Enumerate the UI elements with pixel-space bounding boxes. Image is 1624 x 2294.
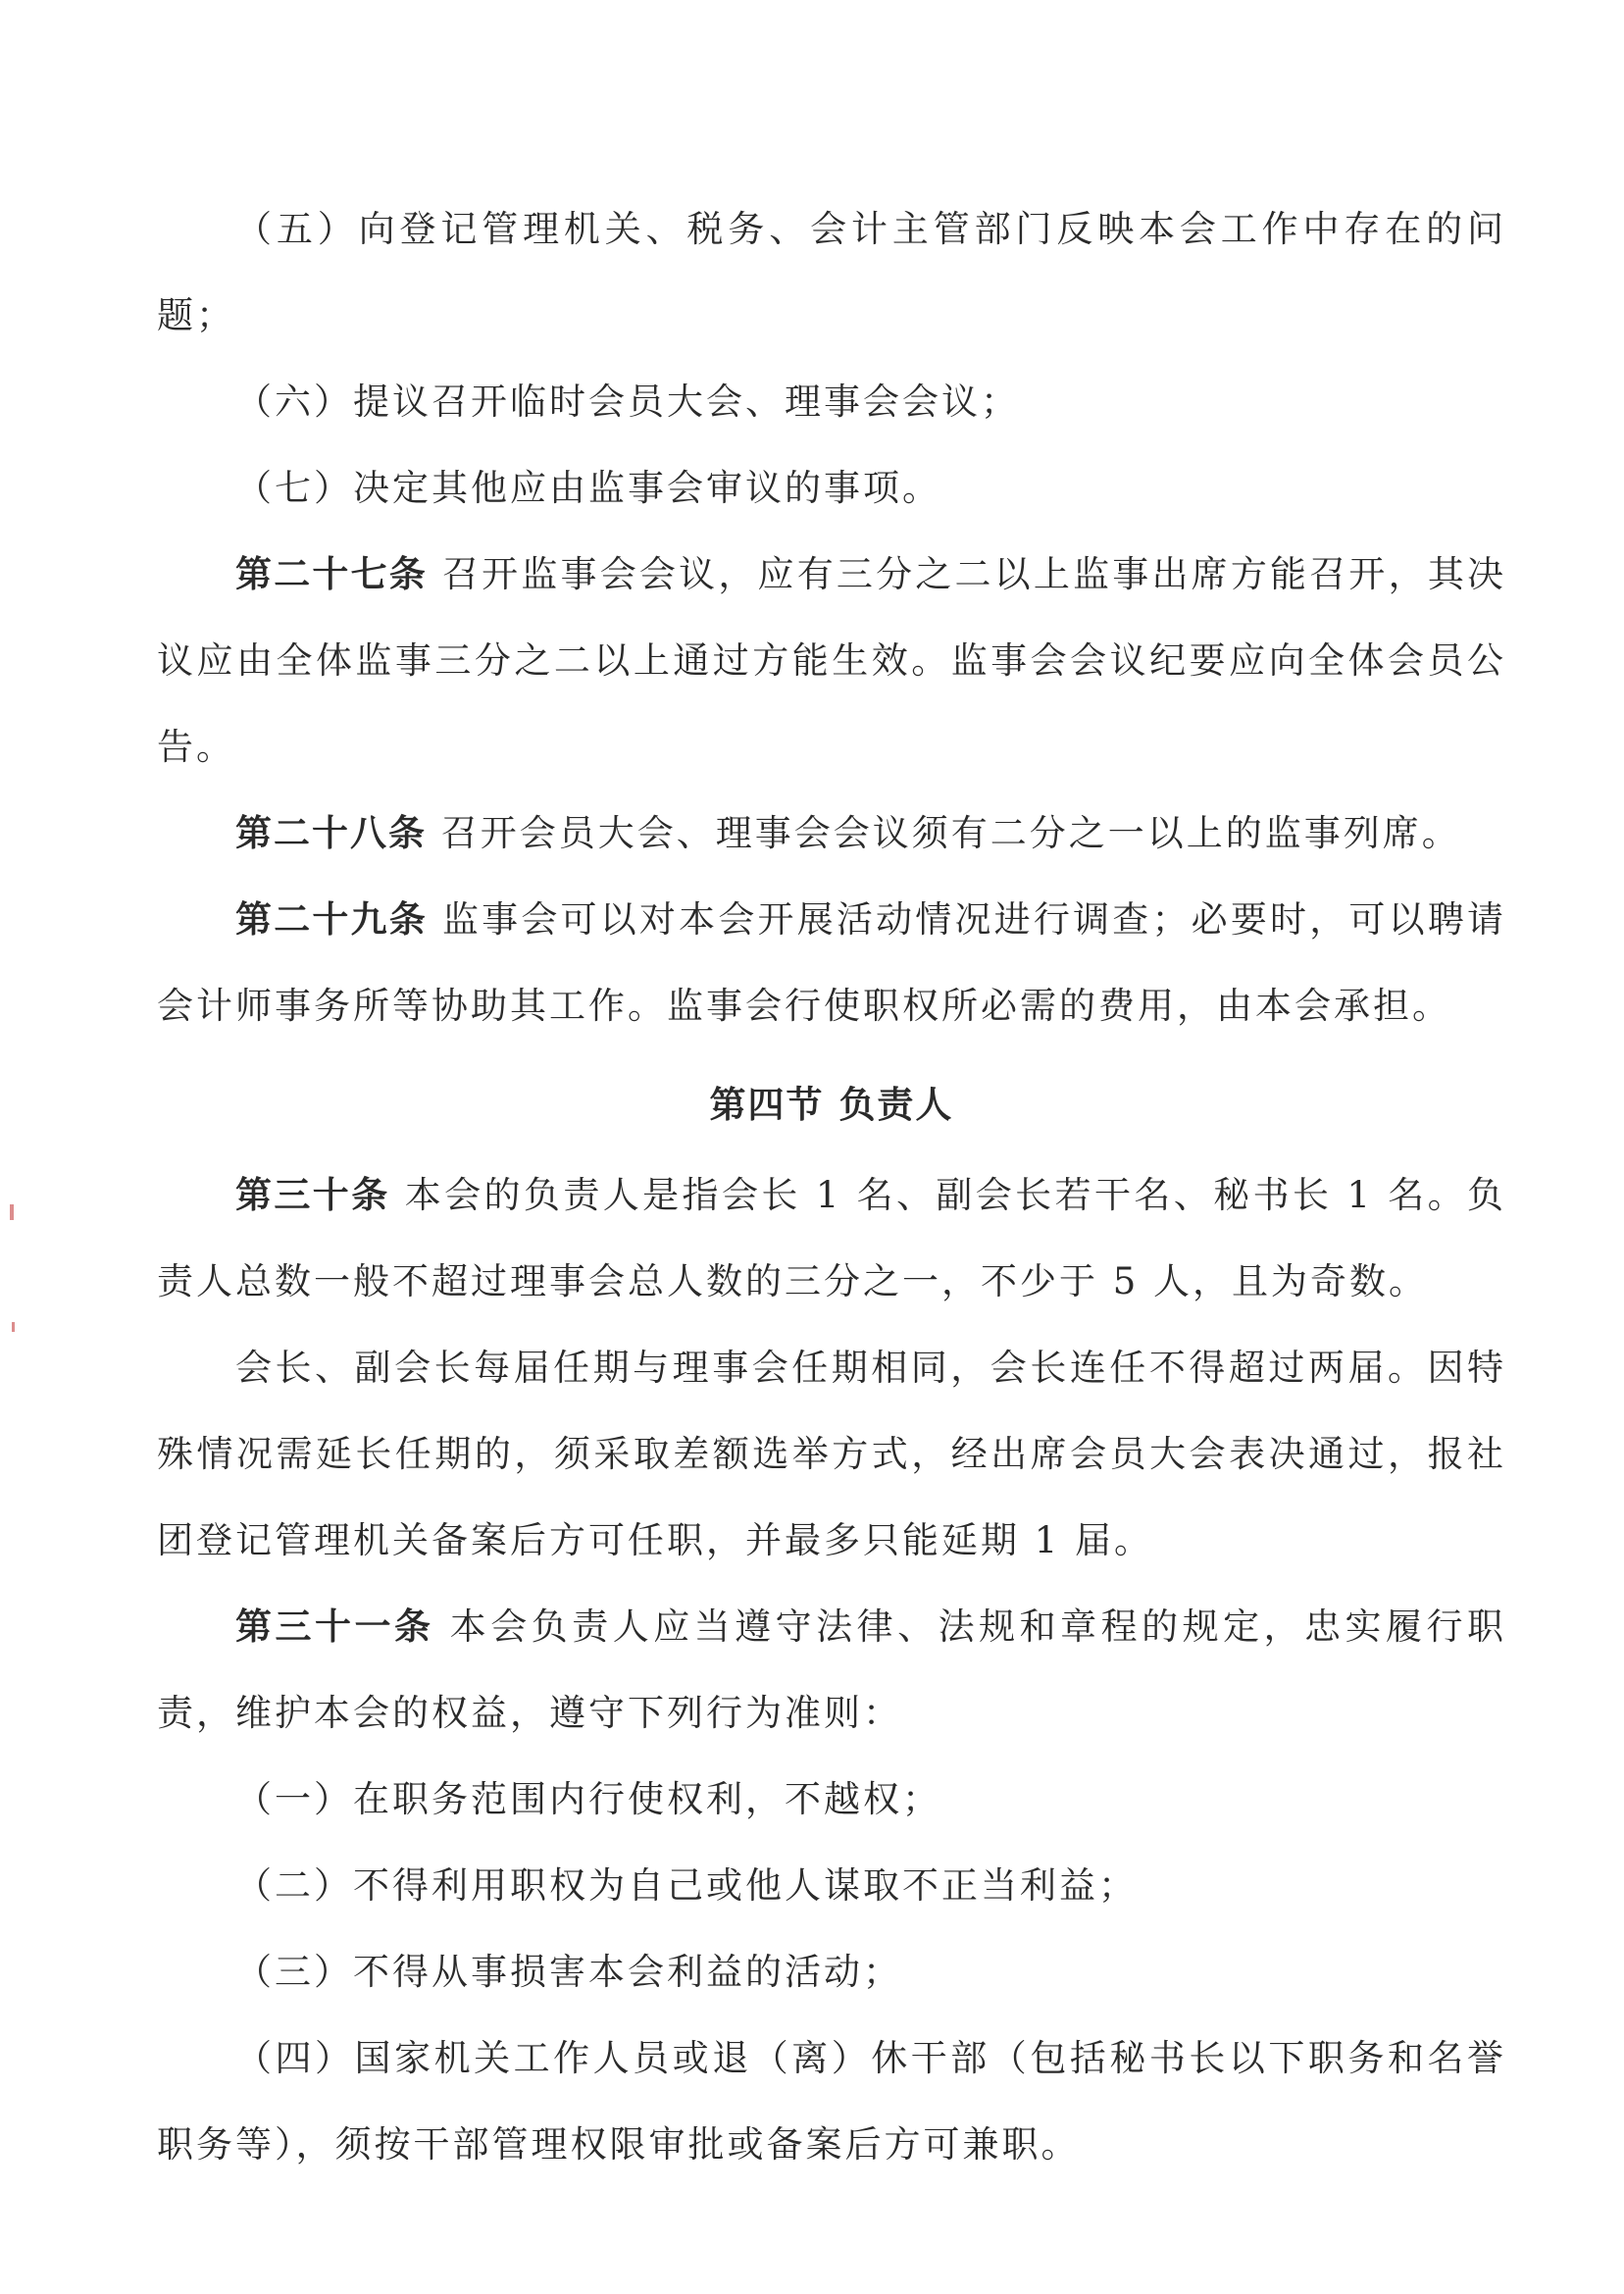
paragraph-text: （四）国家机关工作人员或退（离）休干部（包括秘书长以下职务和名誉职务等），须按干部管理权限审批或备案后方可兼职。 [157,2037,1506,2166]
scan-mark [12,1322,15,1332]
section-title: 负责人 [838,1083,954,1126]
paragraph-term-limits [157,1325,1506,1584]
paragraph-item-5 [157,186,1506,359]
document-body [157,186,1506,2188]
article-28 [157,790,1506,877]
paragraph-text: （五）向登记管理机关、税务、会计主管部门反映本会工作中存在的问题； [157,208,1506,336]
paragraph-text: （六）提议召开临时会员大会、理事会会议； [235,381,1020,423]
article-30 [157,1152,1506,1325]
article-number: 第三十一条 [235,1606,434,1648]
article-text: 本会负责人应当遵守法律、法规和章程的规定，忠实履行职责，维护本会的权益，遵守下列行为准则： [157,1606,1507,1734]
article-text: 监事会可以对本会开展活动情况进行调查；必要时，可以聘请会计师事务所等协助其工作。监事会行使职权所必需的费用，由本会承担。 [157,898,1507,1027]
paragraph-item-1 [157,1757,1506,1843]
paragraph-text: （七）决定其他应由监事会审议的事项。 [235,467,941,509]
paragraph-item-2 [157,1843,1506,1929]
article-27 [157,532,1506,790]
article-number: 第二十七条 [235,553,428,595]
section-heading [157,1049,1506,1152]
article-31 [157,1584,1506,1757]
article-number: 第三十条 [235,1174,390,1216]
paragraph-item-3 [157,1929,1506,2015]
paragraph-text: （二）不得利用职权为自己或他人谋取不正当利益； [235,1864,1138,1907]
paragraph-text: （一）在职务范围内行使权利，不越权； [235,1778,941,1820]
article-29 [157,877,1506,1049]
paragraph-text: 会长、副会长每届任期与理事会任期相同，会长连任不得超过两届。因特殊情况需延长任期的，须采取差额选举方式，经出席会员大会表决通过，报社团登记管理机关备案后方可任职，并最多只能延期 1 届。 [157,1347,1506,1561]
paragraph-item-4 [157,2015,1506,2188]
article-number: 第二十八条 [235,812,427,854]
paragraph-item-6 [157,359,1506,445]
article-text: 本会的负责人是指会长 1 名、副会长若干名、秘书长 1 名。负责人总数一般不超过理事会总人数的三分之一，不少于 5 人，且为奇数。 [157,1174,1507,1302]
paragraph-item-7 [157,445,1506,532]
section-number: 第四节 [709,1084,825,1126]
scan-mark [10,1204,14,1220]
paragraph-text: （三）不得从事损害本会利益的活动； [235,1951,902,1993]
article-text: 召开监事会会议，应有三分之二以上监事出席方能召开，其决议应由全体监事三分之二以上通过方能生效。监事会会议纪要应向全体会员公告。 [157,553,1507,768]
article-number: 第二十九条 [235,898,428,941]
article-text: 召开会员大会、理事会会议须有二分之一以上的监事列席。 [440,812,1461,854]
